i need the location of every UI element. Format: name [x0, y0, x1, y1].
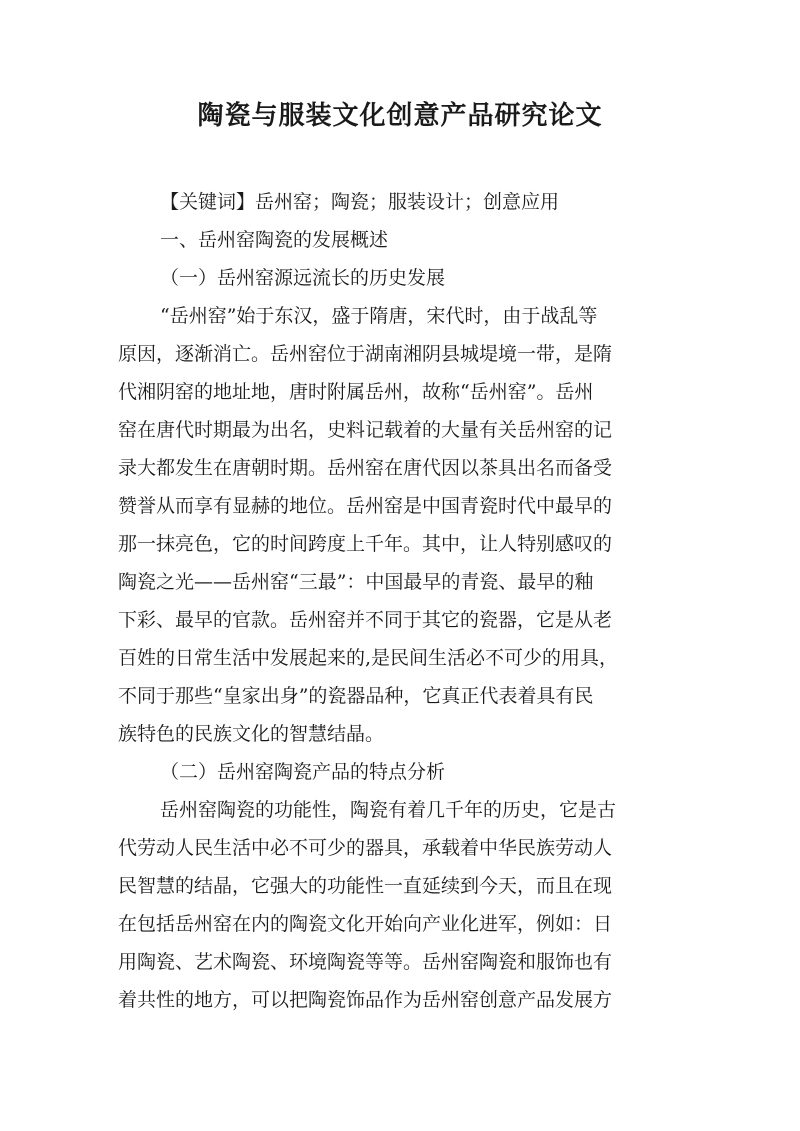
paragraph-2-line: 用陶瓷、艺术陶瓷、环境陶瓷等等。岳州窑陶瓷和服饰也有 — [118, 951, 613, 973]
paragraph-1-line: 代湘阴窑的地址地，唐时附属岳州，故称“岳州窑”。岳州 — [118, 381, 594, 403]
section-heading-1: 一、岳州窑陶瓷的发展概述 — [160, 229, 389, 251]
keywords-line: 【关键词】岳州窑；陶瓷；服装设计；创意应用 — [160, 191, 560, 213]
paragraph-1-line: 不同于那些“皇家出身”的瓷器品种，它真正代表着具有民 — [118, 685, 594, 707]
paragraph-1-line: 窑在唐代时期最为出名，史料记载着的大量有关岳州窑的记 — [118, 419, 613, 441]
paragraph-1-line: 族特色的民族文化的智慧结晶。 — [118, 723, 385, 745]
paragraph-1-line: 原因，逐渐消亡。岳州窑位于湖南湘阴县城堤境一带，是隋 — [118, 343, 613, 365]
document-title: 陶瓷与服装文化创意产品研究论文 — [197, 101, 603, 131]
paragraph-2-line: 岳州窑陶瓷的功能性，陶瓷有着几千年的历史，它是古 — [160, 799, 617, 821]
paragraph-1-line: 赞誉从而享有显赫的地位。岳州窑是中国青瓷时代中最早的 — [118, 495, 613, 517]
paragraph-2-line: 在包括岳州窑在内的陶瓷文化开始向产业化进军，例如：日 — [118, 913, 613, 935]
paragraph-2-line: 代劳动人民生活中必不可少的器具，承载着中华民族劳动人 — [118, 837, 613, 859]
paragraph-1-line: 录大都发生在唐朝时期。岳州窑在唐代因以茶具出名而备受 — [118, 457, 613, 479]
paragraph-1-line: 那一抹亮色，它的时间跨度上千年。其中，让人特别感叹的 — [118, 533, 613, 555]
paragraph-1-line: 陶瓷之光——岳州窑“三最”：中国最早的青瓷、最早的釉 — [118, 571, 594, 593]
paragraph-1-line: 百姓的日常生活中发展起来的,是民间生活必不可少的用具， — [118, 647, 619, 669]
paragraph-1-line: 下彩、最早的官款。岳州窑并不同于其它的瓷器，它是从老 — [118, 609, 613, 631]
subsection-heading-2: （二）岳州窑陶瓷产品的特点分析 — [160, 761, 446, 783]
paragraph-2-line: 着共性的地方，可以把陶瓷饰品作为岳州窑创意产品发展方 — [118, 989, 613, 1011]
subsection-heading-1: （一）岳州窑源远流长的历史发展 — [160, 267, 446, 289]
paragraph-2-line: 民智慧的结晶，它强大的功能性一直延续到今天，而且在现 — [118, 875, 613, 897]
paragraph-1-line: “岳州窑”始于东汉，盛于隋唐，宋代时，由于战乱等 — [160, 305, 598, 327]
